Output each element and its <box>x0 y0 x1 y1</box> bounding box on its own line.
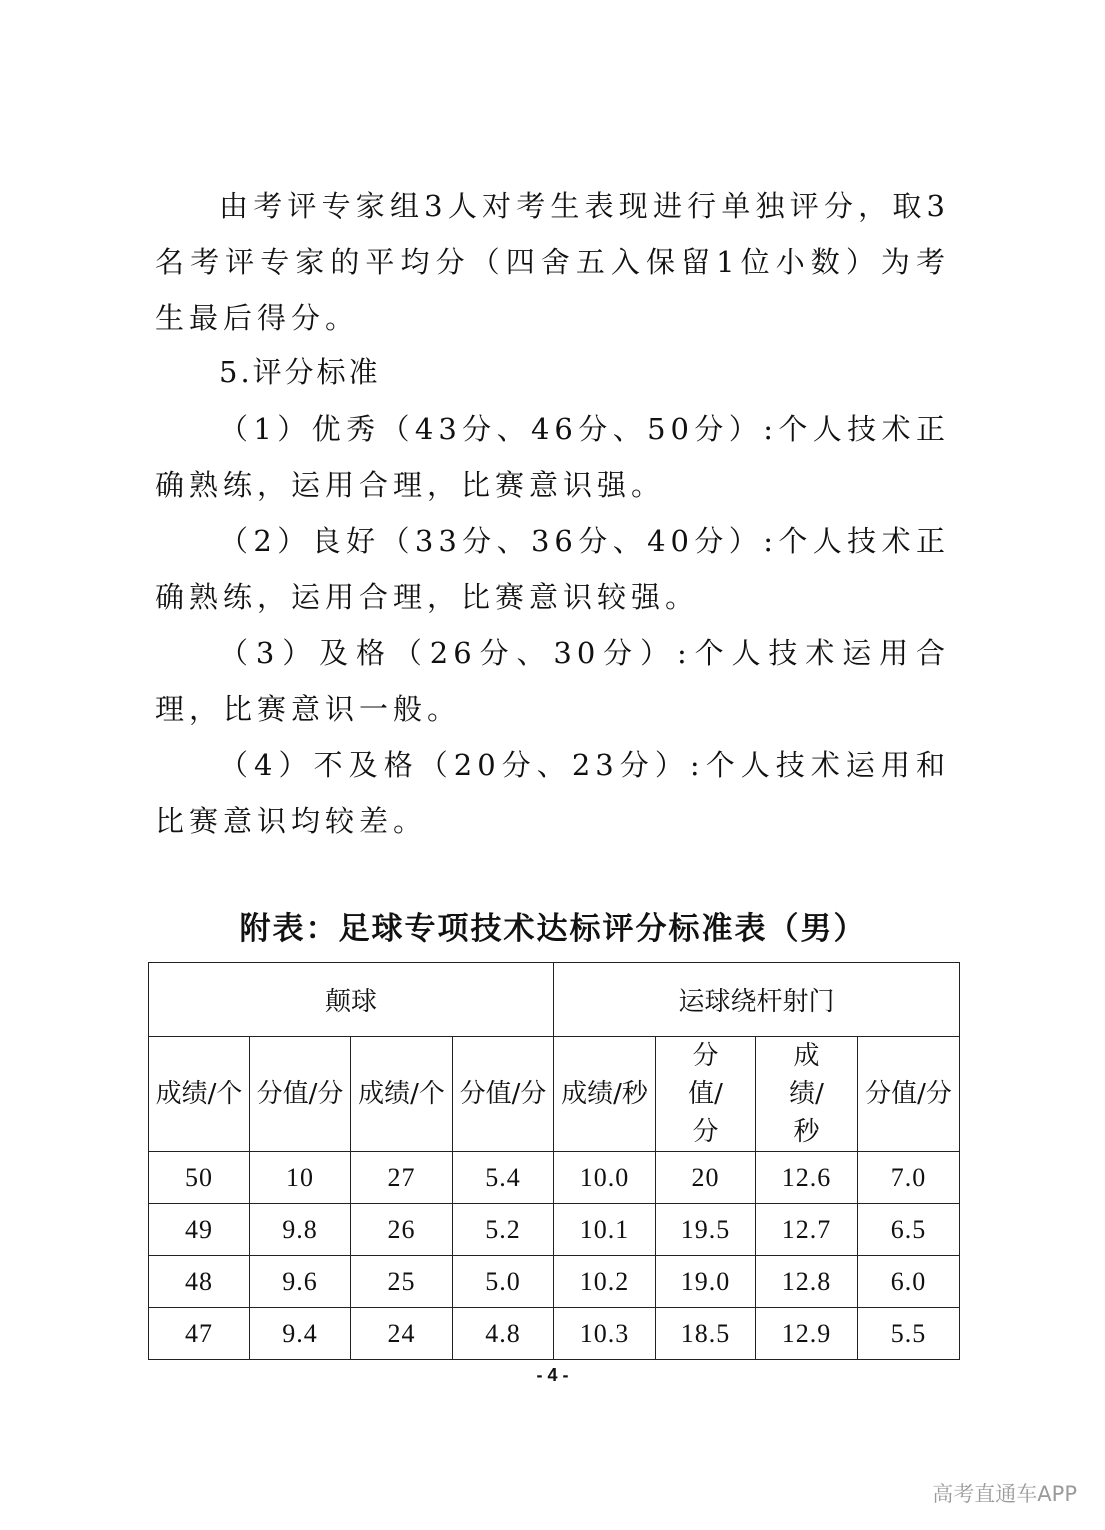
criterion-good: （2）良好（33分、36分、40分）:个人技术正确熟练，运用合理，比赛意识较强。 <box>155 524 950 614</box>
table-cell: 50 <box>149 1152 250 1204</box>
table-cell: 5.0 <box>453 1256 554 1308</box>
table-cell: 10.1 <box>554 1204 656 1256</box>
table-group-row <box>149 963 960 1037</box>
watermark: 高考直通车APP <box>932 1482 1077 1506</box>
column-header: 成绩/个 <box>149 1037 250 1152</box>
page-number: - 4 - <box>536 1365 569 1385</box>
table-cell: 24 <box>351 1308 453 1360</box>
table-cell: 9.6 <box>250 1256 351 1308</box>
column-header: 分值/分 <box>656 1037 756 1152</box>
score-table <box>148 962 960 1360</box>
table-cell: 9.8 <box>250 1204 351 1256</box>
table-cell: 10.2 <box>554 1256 656 1308</box>
table-title: 附表：足球专项技术达标评分标准表（男） <box>239 911 867 947</box>
table-cell: 5.4 <box>453 1152 554 1204</box>
table-cell: 5.5 <box>858 1308 960 1360</box>
column-header: 分值/分 <box>858 1037 960 1152</box>
table-cell: 25 <box>351 1256 453 1308</box>
column-header: 成绩/秒 <box>756 1037 858 1152</box>
table-cell: 10.3 <box>554 1308 656 1360</box>
table-cell: 10 <box>250 1152 351 1204</box>
table-cell: 26 <box>351 1204 453 1256</box>
section-heading: 5.评分标准 <box>219 355 381 389</box>
table-header-row <box>149 1037 960 1152</box>
table-cell: 7.0 <box>858 1152 960 1204</box>
criterion-pass: （3）及格（26分、30分）:个人技术运用合理，比赛意识一般。 <box>155 636 950 726</box>
table-cell: 6.5 <box>858 1204 960 1256</box>
group-header-dribble-shoot: 运球绕杆射门 <box>554 963 960 1037</box>
table-cell: 27 <box>351 1152 453 1204</box>
table-cell: 6.0 <box>858 1256 960 1308</box>
table-cell: 12.7 <box>756 1204 858 1256</box>
table-row <box>149 1256 960 1308</box>
table-cell: 48 <box>149 1256 250 1308</box>
table-cell: 12.9 <box>756 1308 858 1360</box>
column-header: 分值/分 <box>453 1037 554 1152</box>
table-cell: 18.5 <box>656 1308 756 1360</box>
table-cell: 10.0 <box>554 1152 656 1204</box>
table-cell: 9.4 <box>250 1308 351 1360</box>
table-cell: 49 <box>149 1204 250 1256</box>
criterion-excellent: （1）优秀（43分、46分、50分）:个人技术正确熟练，运用合理，比赛意识强。 <box>155 412 950 502</box>
table-cell: 4.8 <box>453 1308 554 1360</box>
table-cell: 5.2 <box>453 1204 554 1256</box>
intro-paragraph: 由考评专家组3人对考生表现进行单独评分，取3名考评专家的平均分（四舍五入保留1位小数）为考生最后得分。 <box>155 189 950 335</box>
table-cell: 20 <box>656 1152 756 1204</box>
column-header: 分值/分 <box>250 1037 351 1152</box>
column-header: 成绩/个 <box>351 1037 453 1152</box>
criterion-fail: （4）不及格（20分、23分）:个人技术运用和比赛意识均较差。 <box>155 748 950 838</box>
table-row <box>149 1204 960 1256</box>
group-header-juggling: 颠球 <box>149 963 554 1037</box>
table-row <box>149 1308 960 1360</box>
table-cell: 19.5 <box>656 1204 756 1256</box>
table-cell: 12.8 <box>756 1256 858 1308</box>
table-cell: 12.6 <box>756 1152 858 1204</box>
column-header: 成绩/秒 <box>554 1037 656 1152</box>
table-cell: 47 <box>149 1308 250 1360</box>
table-row <box>149 1152 960 1204</box>
table-cell: 19.0 <box>656 1256 756 1308</box>
